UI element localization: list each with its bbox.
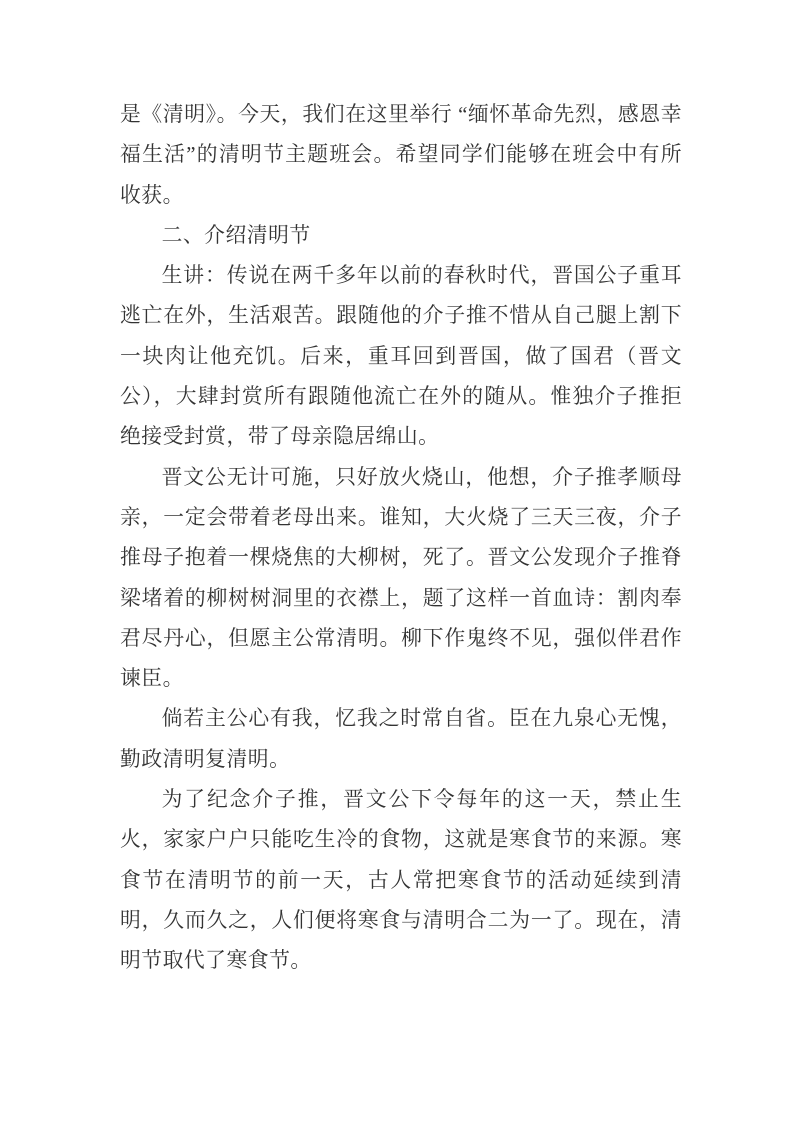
paragraph-burning-mountain-blood-poem: 晋文公无计可施，只好放火烧山，他想，介子推孝顺母亲，一定会带着老母出来。谁知，大火烧了三天三夜，介子推母子抱着一棵烧焦的大柳树，死了。晋文公发现介子推脊梁堵着的柳树树洞里的衣襟上，题了这样一首血诗：割肉奉君尽丹心，但愿主公常清明。柳下作鬼终不见，强似伴君作谏臣。 bbox=[120, 465, 682, 691]
paragraph-blood-poem-continued: 倘若主公心有我，忆我之时常自省。臣在九泉心无愧，勤政清明复清明。 bbox=[120, 707, 682, 771]
paragraph-jiezitui-story: 生讲：传说在两千多年以前的春秋时代，晋国公子重耳逃亡在外，生活艰苦。跟随他的介子推不惜从自己腿上割下一块肉让他充饥。后来，重耳回到晋国，做了国君（晋文公），大肆封赏所有跟随他流亡在外的随从。惟独介子推拒绝接受封赏，带了母亲隐居绵山。 bbox=[120, 264, 682, 449]
section-heading-introduce-qingming: 二、介绍清明节 bbox=[161, 223, 311, 247]
document-text-block bbox=[120, 95, 682, 982]
paragraph-cold-food-festival-origin: 为了纪念介子推，晋文公下令每年的这一天，禁止生火，家家户户只能吃生冷的食物，这就是寒食节的来源。寒食节在清明节的前一天，古人常把寒食节的活动延续到清明，久而久之，人们便将寒食与清明合二为一了。现在，清明节取代了寒食节。 bbox=[120, 788, 682, 973]
paragraph-continuation-intro: 是《清明》。今天，我们在这里举行 “缅怀革命先烈，感恩幸福生活”的清明节主题班会。希望同学们能够在班会中有所收获。 bbox=[120, 103, 682, 207]
